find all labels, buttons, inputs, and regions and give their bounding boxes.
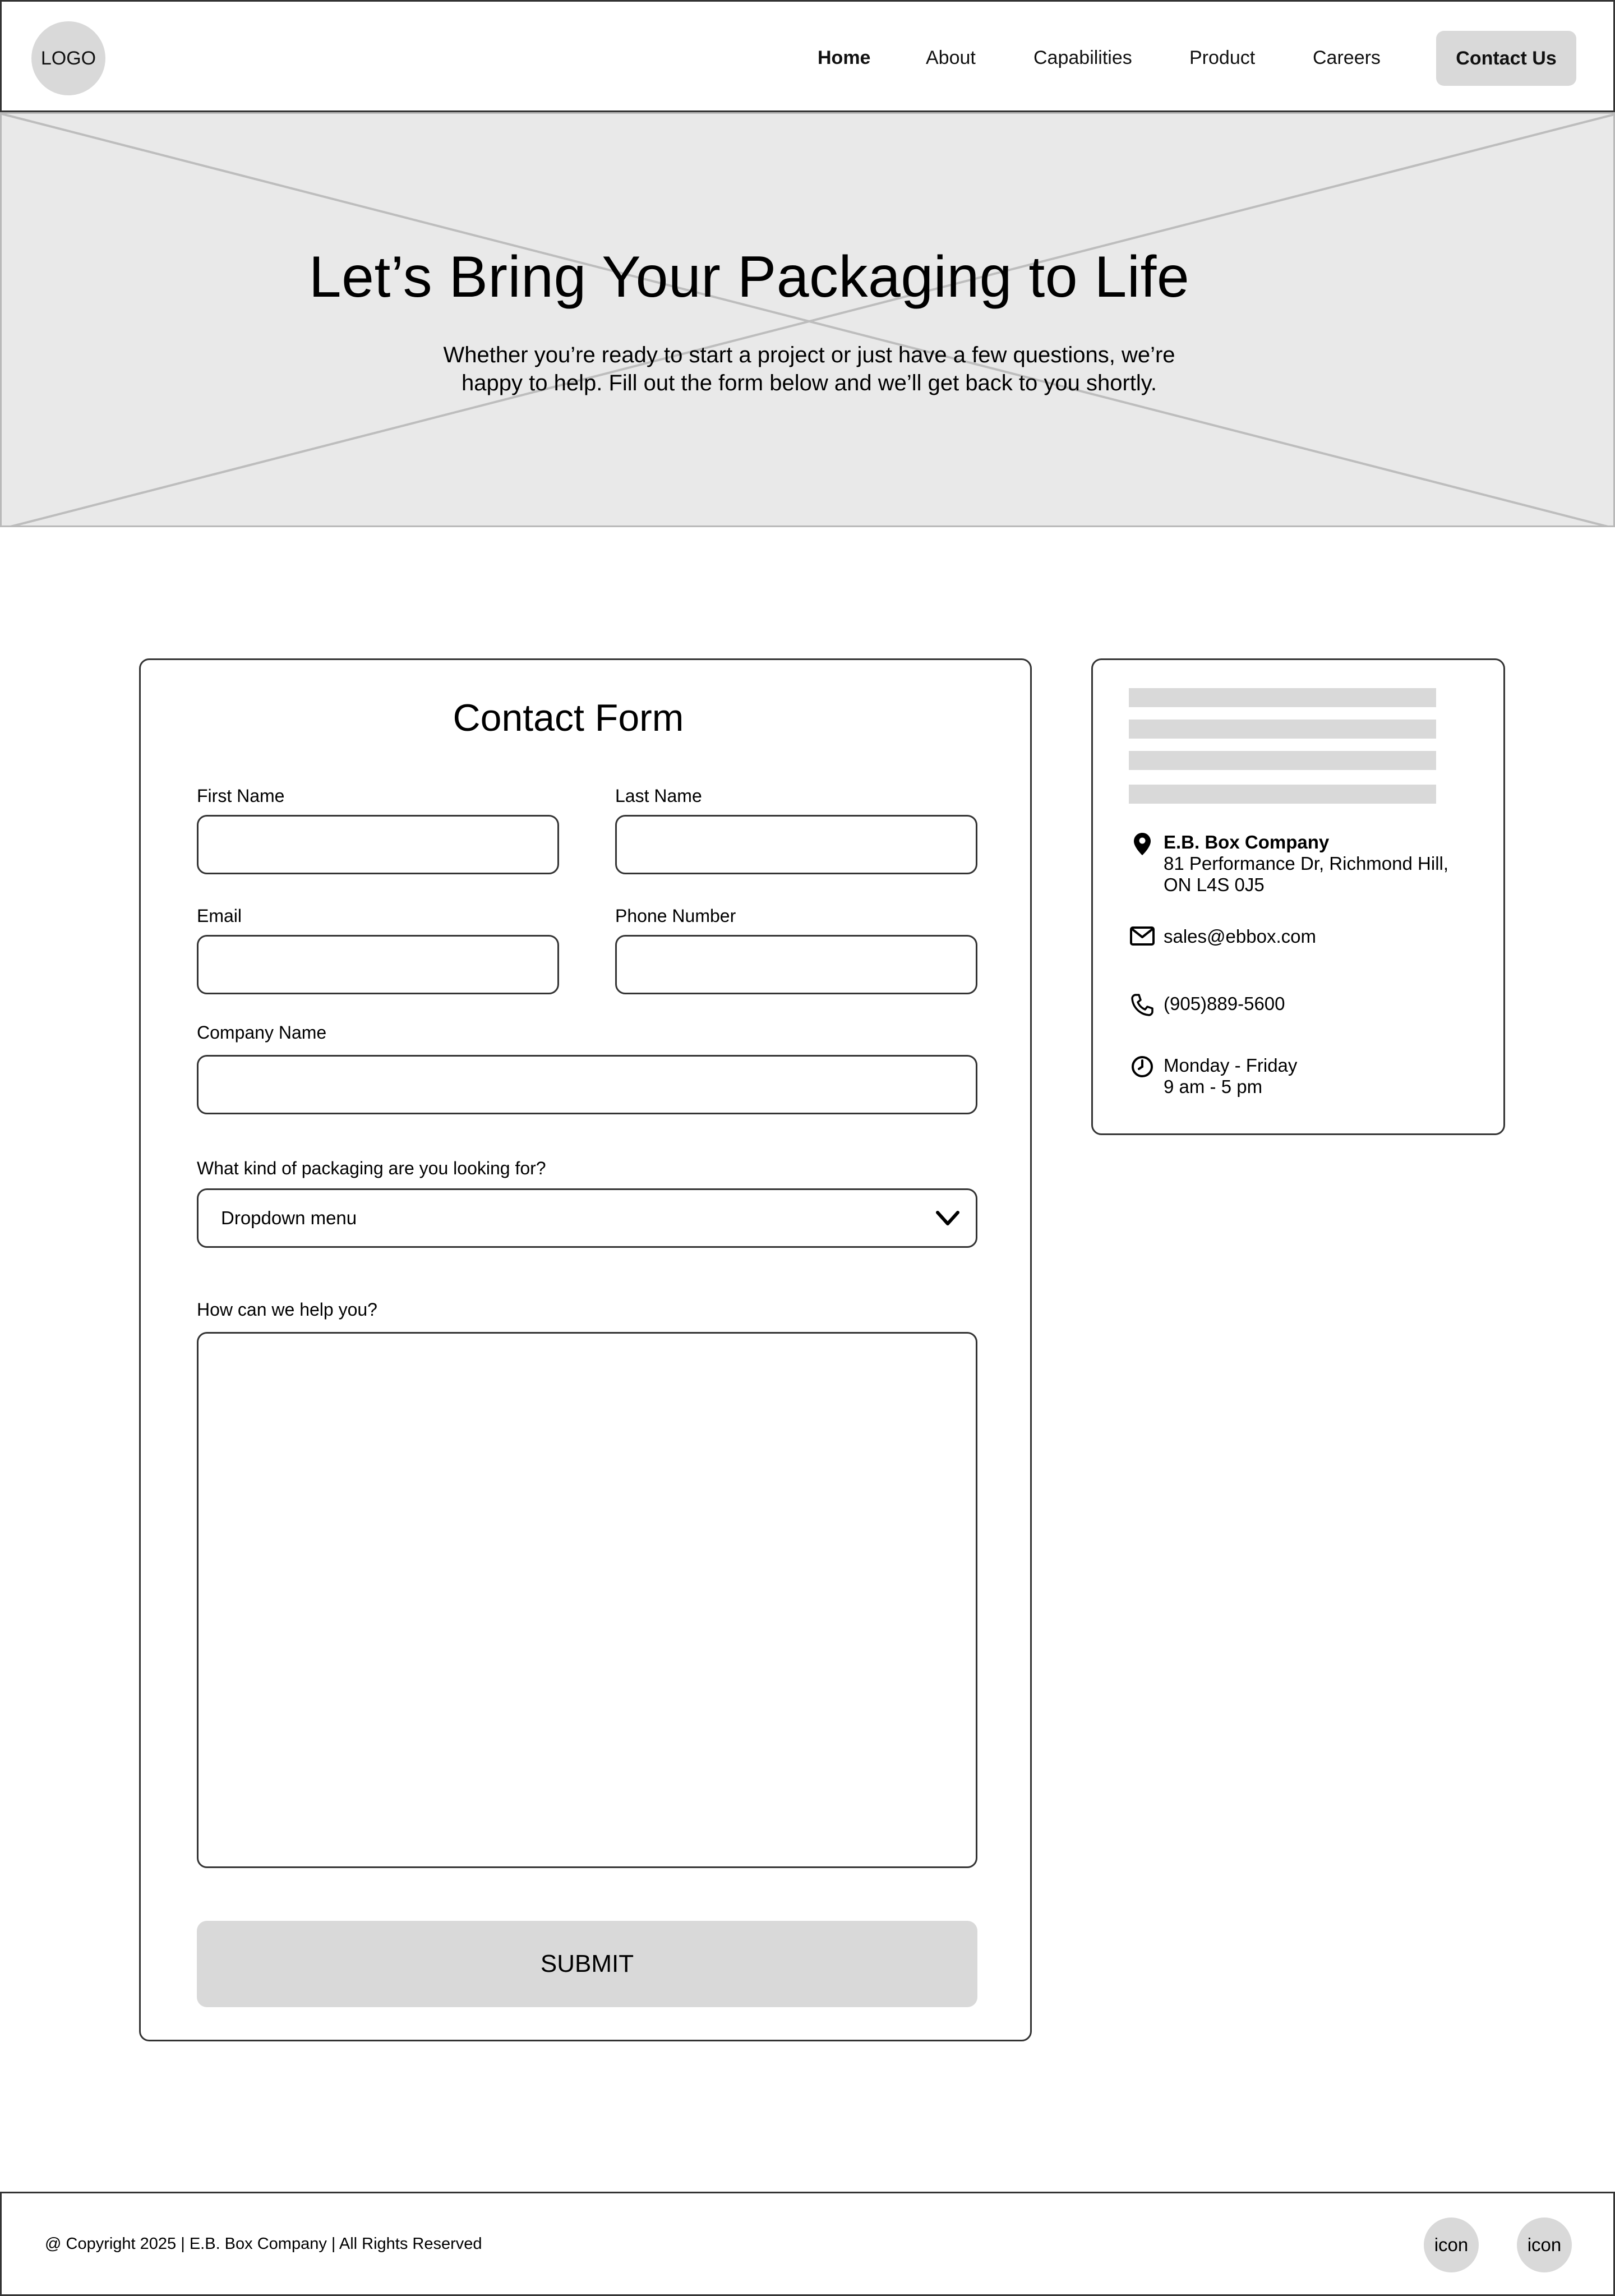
contact-form-card [139,658,1032,2041]
site-header [0,0,1615,112]
packaging-label: What kind of packaging are you looking for? [197,1158,546,1178]
nav-capabilities[interactable]: Capabilities [1033,47,1132,68]
hero-banner [0,112,1615,527]
contact-us-button[interactable]: Contact Us [1436,31,1576,86]
placeholder-text-bar [1129,688,1436,707]
phone-row [1127,993,1285,1018]
logo[interactable]: LOGO [31,21,105,95]
contact-email[interactable]: sales@ebbox.com [1164,926,1316,947]
email-row [1127,926,1316,951]
site-footer [0,2192,1615,2296]
copyright-text: @ Copyright 2025 | E.B. Box Company | All Rights Reserved [45,2234,482,2253]
company-name: E.B. Box Company [1164,832,1330,852]
hero-image-placeholder [2,114,1615,527]
placeholder-text-bar [1129,785,1436,804]
contact-info-card [1091,658,1505,1135]
form-title: Contact Form [453,697,684,739]
clock-icon [1127,1055,1158,1080]
packaging-dropdown[interactable] [197,1188,977,1248]
nav-home[interactable]: Home [818,47,871,68]
help-label: How can we help you? [197,1299,377,1320]
address-line1: 81 Performance Dr, Richmond Hill, [1164,853,1449,874]
hours-row [1127,1055,1297,1098]
packaging-dropdown-value: Dropdown menu [221,1207,357,1228]
nav-about[interactable]: About [926,47,976,68]
mail-icon [1127,926,1158,951]
help-textarea[interactable] [197,1332,977,1868]
placeholder-text-bar [1129,720,1436,739]
hero-subtitle-line2: happy to help. Fill out the form below and we’ll get back to you shortly. [462,371,1157,395]
social-icon[interactable]: icon [1517,2217,1572,2272]
email-label: Email [197,906,242,926]
company-name-input[interactable] [197,1055,977,1114]
hours-days: Monday - Friday [1164,1055,1298,1076]
submit-button[interactable]: SUBMIT [197,1921,977,2007]
chevron-down-icon [935,1209,960,1227]
email-input[interactable] [197,935,559,994]
hero-title: Let’s Bring Your Packaging to Life [308,245,1190,310]
location-pin-icon [1127,832,1158,856]
address-line2: ON L4S 0J5 [1164,874,1265,895]
phone-icon [1127,993,1158,1018]
last-name-input[interactable] [615,815,977,874]
first-name-label: First Name [197,786,285,806]
company-name-label: Company Name [197,1022,327,1043]
nav-careers[interactable]: Careers [1313,47,1381,68]
hero-subtitle [361,341,1258,397]
hero-subtitle-line1: Whether you’re ready to start a project or just have a few questions, we’re [443,343,1175,367]
contact-phone[interactable]: (905)889-5600 [1164,993,1285,1014]
address-row [1127,832,1448,896]
hours-time: 9 am - 5 pm [1164,1076,1263,1097]
placeholder-text-bar [1129,751,1436,770]
last-name-label: Last Name [615,786,702,806]
phone-label: Phone Number [615,906,736,926]
social-icon[interactable]: icon [1424,2217,1479,2272]
nav-product[interactable]: Product [1189,47,1256,68]
phone-input[interactable] [615,935,977,994]
first-name-input[interactable] [197,815,559,874]
